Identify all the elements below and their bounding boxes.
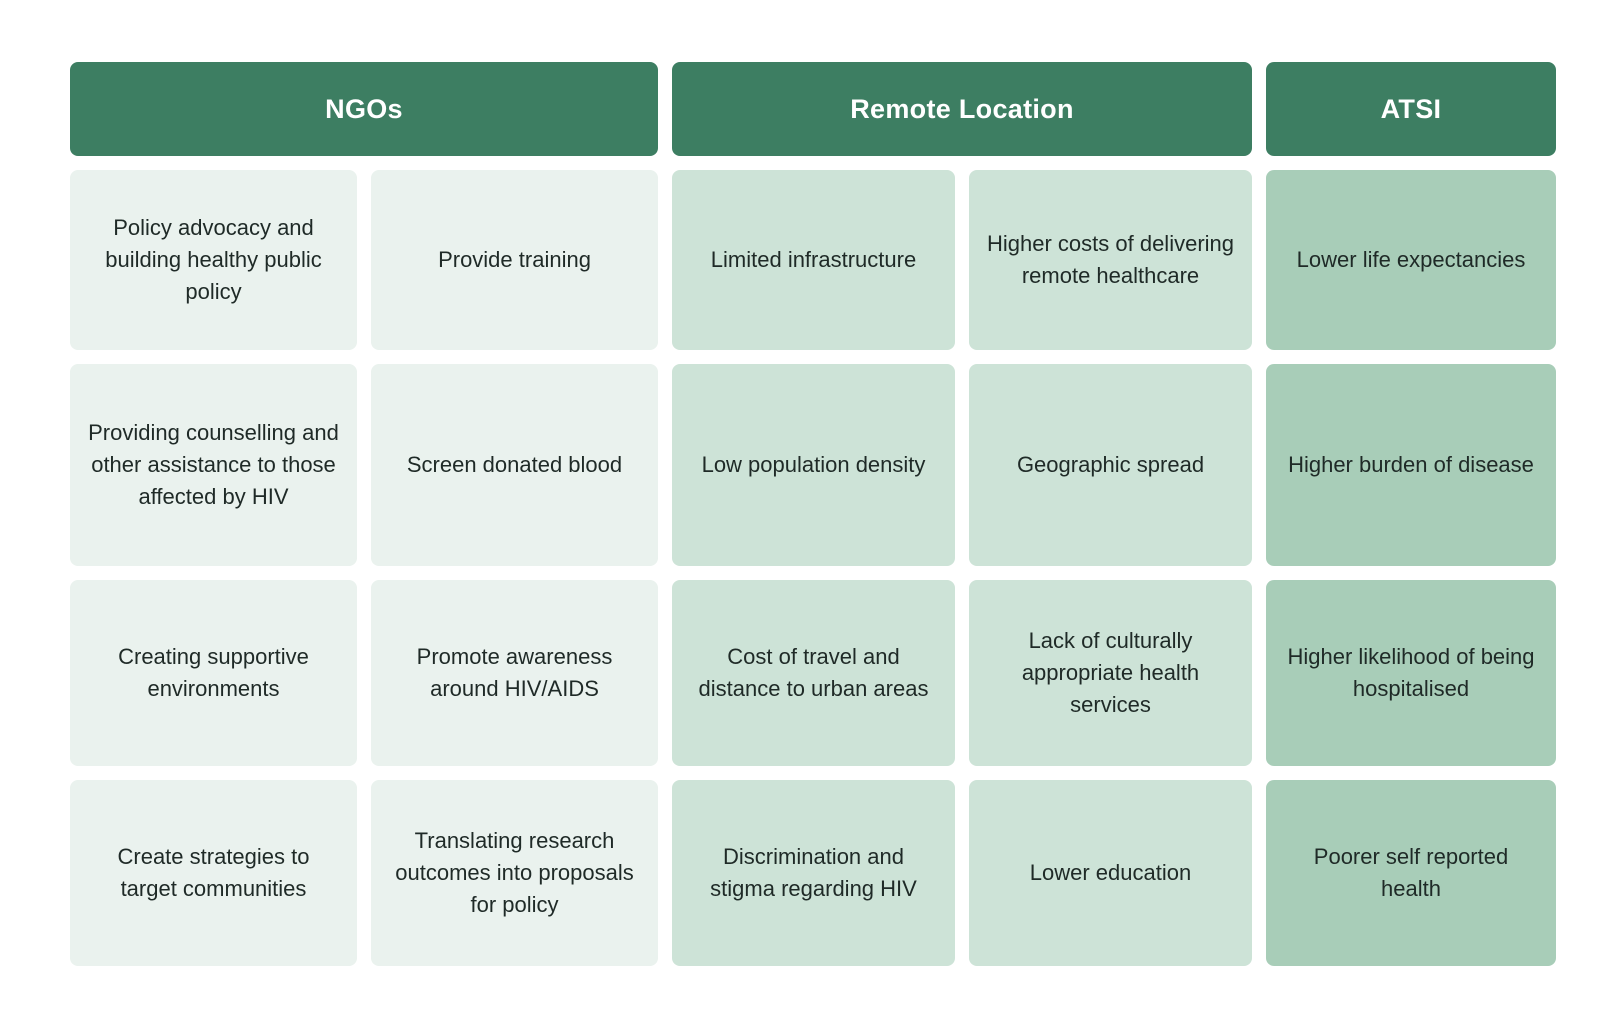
column-atsi-1	[1266, 170, 1556, 966]
column-ngos-2	[371, 170, 658, 966]
cell: Promote awareness around HIV/AIDS	[371, 580, 658, 766]
cell: Create strategies to target communities	[70, 780, 357, 966]
cell: Translating research outcomes into proposals for policy	[371, 780, 658, 966]
cell: Higher costs of delivering remote healthcare	[969, 170, 1252, 350]
cell: Lower life expectancies	[1266, 170, 1556, 350]
column-remote-2	[969, 170, 1252, 966]
group-atsi	[1266, 62, 1556, 966]
cell: Provide training	[371, 170, 658, 350]
group-header-remote-location: Remote Location	[672, 62, 1252, 156]
cell: Policy advocacy and building healthy public policy	[70, 170, 357, 350]
cell: Creating supportive environments	[70, 580, 357, 766]
three-column-board	[70, 62, 1562, 966]
cell: Cost of travel and distance to urban areas	[672, 580, 955, 766]
group-header-ngos: NGOs	[70, 62, 658, 156]
group-remote-location	[672, 62, 1252, 966]
cell: Low population density	[672, 364, 955, 566]
cell: Lower education	[969, 780, 1252, 966]
cell: Providing counselling and other assistance to those affected by HIV	[70, 364, 357, 566]
cell: Higher burden of disease	[1266, 364, 1556, 566]
group-header-atsi: ATSI	[1266, 62, 1556, 156]
column-remote-1	[672, 170, 955, 966]
group-ngos	[70, 62, 658, 966]
cell: Geographic spread	[969, 364, 1252, 566]
group-atsi-columns	[1266, 170, 1556, 966]
cell: Limited infrastructure	[672, 170, 955, 350]
group-ngos-columns	[70, 170, 658, 966]
cell: Lack of culturally appropriate health services	[969, 580, 1252, 766]
group-remote-columns	[672, 170, 1252, 966]
cell: Discrimination and stigma regarding HIV	[672, 780, 955, 966]
column-ngos-1	[70, 170, 357, 966]
cell: Poorer self reported health	[1266, 780, 1556, 966]
cell: Screen donated blood	[371, 364, 658, 566]
cell: Higher likelihood of being hospitalised	[1266, 580, 1556, 766]
